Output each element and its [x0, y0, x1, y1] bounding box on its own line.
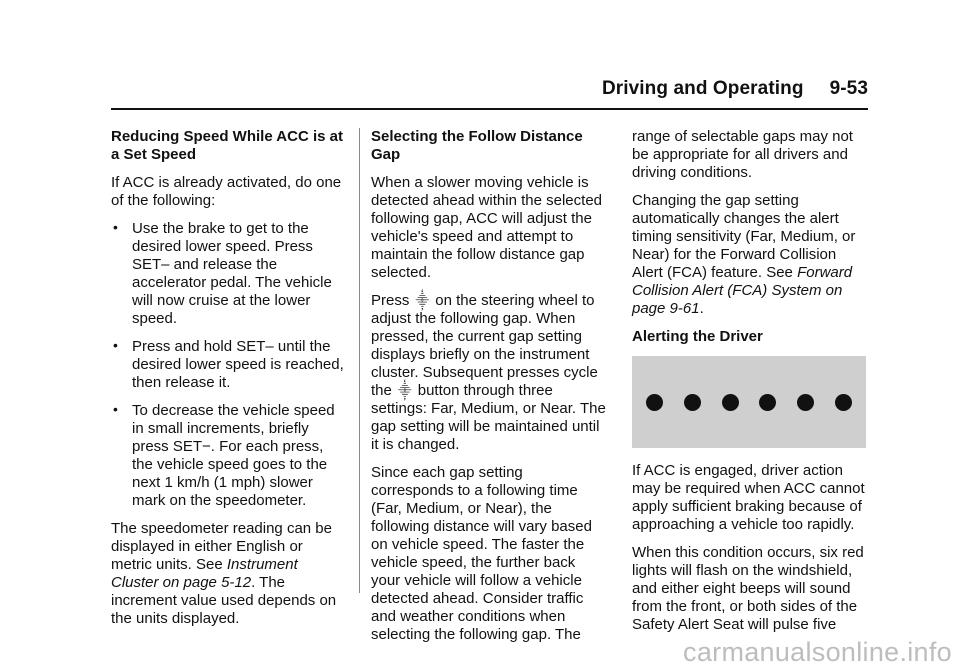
text-span: Changing the gap setting automatically changes the alert timing sensitivity (Far, Medium, or Near) for the Forward Collision Alert (FCA) feature. See: [632, 192, 856, 281]
cross-reference-link[interactable]: Forward Collision Alert (FCA) System on page 9-61: [632, 264, 853, 317]
windshield-alert-lights-illustration: [632, 356, 866, 448]
heading-reducing-speed: Reducing Speed While ACC is at a Set Speed: [111, 128, 343, 163]
follow-distance-gap-icon: ⸎: [398, 381, 412, 400]
text-span: on the steering wheel to adjust the following gap. When pressed, the current gap setting displays briefly on the instrument cluster. Subsequent presses cycle the: [371, 292, 598, 399]
text-span: The speedometer reading can be displayed in either English or metric units. See: [111, 520, 332, 573]
alert-light-dot: [722, 394, 739, 411]
heading-follow-distance: Selecting the Follow Distance Gap: [371, 128, 583, 163]
cross-reference-link[interactable]: Instrument Cluster on page 5-12: [111, 556, 298, 591]
follow-distance-gap-icon: ⸎: [415, 291, 430, 310]
column-2: [371, 128, 606, 654]
bullet-list: [111, 220, 346, 510]
text-span: . The increment value used depends on the units displayed.: [111, 574, 337, 627]
watermark: carmanualsonline.info: [683, 637, 952, 667]
alert-light-dot: [646, 394, 663, 411]
paragraph: range of selectable gaps may not be appropriate for all drivers and driving conditions.: [632, 128, 853, 181]
paragraph: When a slower moving vehicle is detected ahead within the selected following gap, ACC will adjust the vehicle's speed and attempt to maintain the follow distance gap selected.: [371, 174, 602, 281]
bullet-item: • To decrease the vehicle speed in small increments, briefly press SET−. For each press, the vehicle speed goes to the next 1 km/h (1 mph) slower mark on the speedometer.: [111, 402, 346, 510]
heading-alerting-driver: Alerting the Driver: [632, 328, 763, 345]
header-rule: [111, 108, 868, 110]
alert-light-dot: [684, 394, 701, 411]
section-title: Driving and Operating: [601, 78, 804, 99]
alert-light-dot: [759, 394, 776, 411]
page-number: 9-53: [829, 78, 868, 99]
alert-light-dot: [797, 394, 814, 411]
alert-light-dot: [835, 394, 852, 411]
column-1: [111, 128, 346, 638]
alert-timing-paragraph: [632, 192, 870, 318]
intro-text: If ACC is already activated, do one of the following:: [111, 174, 342, 209]
gap-paragraph: [371, 292, 606, 454]
paragraph: If ACC is engaged, driver action may be required when ACC cannot apply sufficient braking because of approaching a vehicle too rapidly.: [632, 462, 865, 533]
column-3: [632, 128, 870, 644]
text-span: .: [699, 300, 704, 317]
paragraph: Since each gap setting corresponds to a following time (Far, Medium, or Near), the following distance will vary based on vehicle speed. The faster the vehicle speed, the further back your vehicle will follow a vehicle detected ahead. Consider traffic and weather conditions when selecting the following gap. The: [371, 464, 592, 643]
speedometer-paragraph: [111, 520, 346, 628]
text-span: button through three settings: Far, Medium, or Near. The gap setting will be maintained until it is changed.: [371, 382, 606, 453]
column-divider: [359, 128, 360, 593]
text-span: Press: [371, 292, 414, 309]
bullet-item: • Press and hold SET– until the desired lower speed is reached, then release it.: [111, 338, 346, 392]
paragraph: When this condition occurs, six red lights will flash on the windshield, and either eight beeps will sound from the front, or both sides of the Safety Alert Seat will pulse five: [632, 544, 864, 633]
page-header: [0, 78, 868, 100]
bullet-item: • Use the brake to get to the desired lower speed. Press SET– and release the accelerator pedal. The vehicle will now cruise at the lower speed.: [111, 220, 346, 328]
